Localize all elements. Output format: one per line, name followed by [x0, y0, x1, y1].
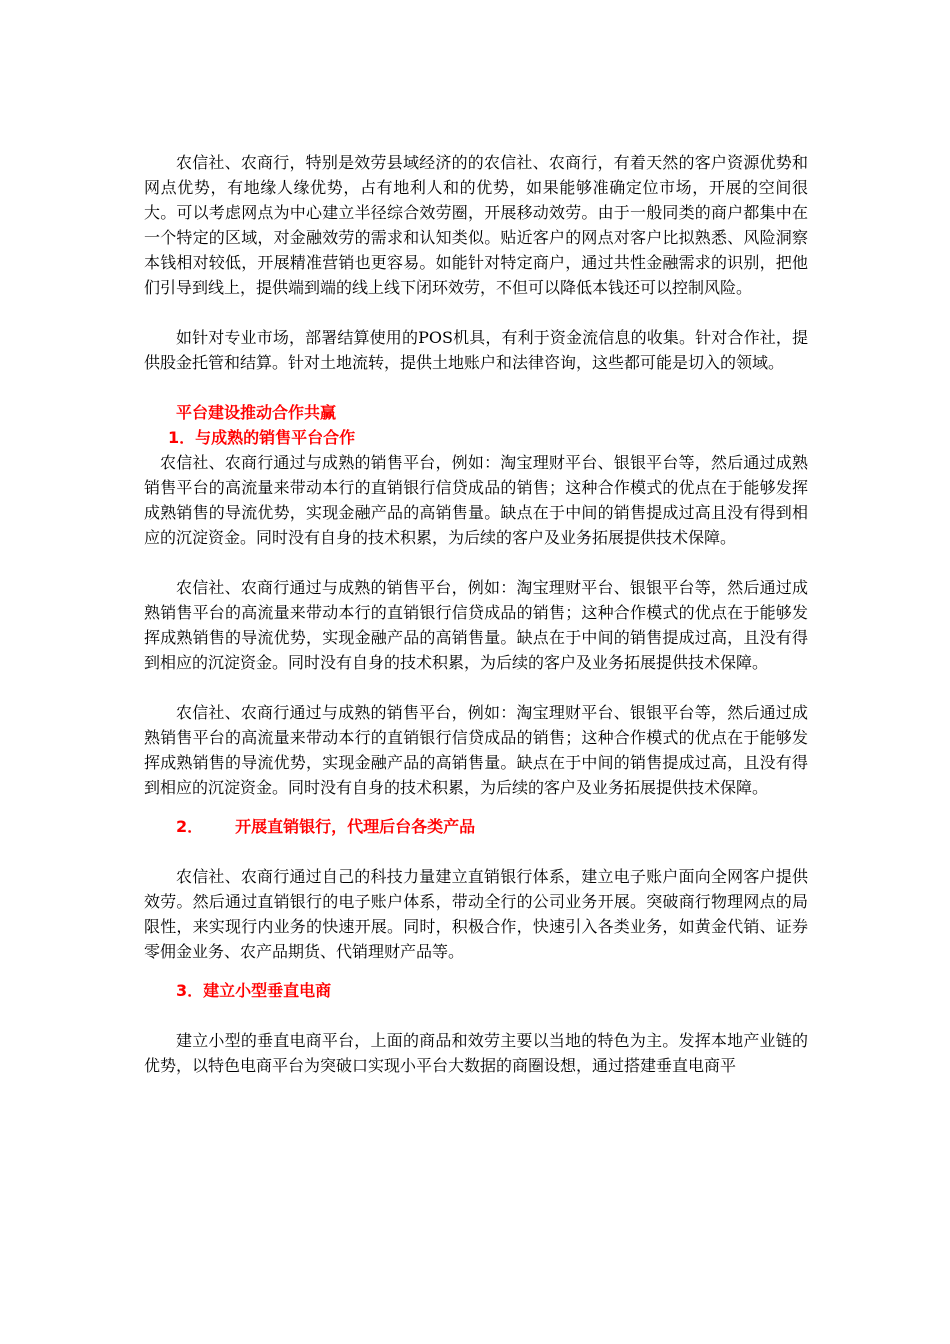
- paragraph-platform-cooperation-3: 农信社、农商行通过与成熟的销售平台，例如：淘宝理财平台、银银平台等，然后通过成熟销售平台的高流量来带动本行的直销银行信贷成品的销售；这种合作模式的优点在于能够发挥成熟销售的导流优势，实现金融产品的高销售量。缺点在于中间的销售提成过高，且没有得到相应的沉淀资金。同时没有自身的技术积累，为后续的客户及业务拓展提供技术保障。: [144, 703, 808, 797]
- heading-1-text: 与成熟的销售平台合作: [195, 428, 356, 447]
- heading-2: [144, 814, 808, 839]
- spacer: [144, 839, 808, 864]
- paragraph-direct-bank: 农信社、农商行通过自己的科技力量建立直销银行体系，建立电子账户面向全网客户提供效劳。然后通过直销银行的电子账户体系，带动全行的公司业务开展。突破商行物理网点的局限性，来实现行内业务的快速开展。同时，积极合作，快速引入各类业务，如黄金代销、证券零佣金业务、农产品期货、代销理财产品等。: [144, 867, 808, 961]
- heading-2-text: 开展直销银行，代理后台各类产品: [235, 817, 476, 836]
- spacer: [144, 800, 808, 814]
- heading-3-text: 建立小型垂直电商: [203, 981, 332, 1000]
- spacer: [144, 375, 808, 400]
- paragraph-platform-cooperation-1: 农信社、农商行通过与成熟的销售平台，例如：淘宝理财平台、银银平台等，然后通过成熟销售平台的高流量来带动本行的直销银行信贷成品的销售；这种合作模式的优点在于能够发挥成熟销售的导流优势，实现金融产品的高销售量。缺点在于中间的销售提成过高且没有得到相应的沉淀资金。同时没有自身的技术积累，为后续的客户及业务拓展提供技术保障。: [144, 453, 808, 547]
- paragraph-vertical-ecommerce: 建立小型的垂直电商平台，上面的商品和效劳主要以当地的特色为主。发挥本地产业链的优势，以特色电商平台为突破口实现小平台大数据的商圈设想，通过搭建垂直电商平: [144, 1031, 808, 1075]
- spacer: [144, 964, 808, 978]
- heading-3-number: 3．: [176, 981, 204, 1000]
- document-page: [144, 150, 808, 1078]
- heading-1-number: 1．: [168, 428, 196, 447]
- section-heading: 平台建设推动合作共赢: [176, 403, 337, 422]
- spacer: [144, 675, 808, 700]
- paragraph-advantages: 农信社、农商行，特别是效劳县域经济的的农信社、农商行，有着天然的客户资源优势和网点优势，有地缘人缘优势，占有地利人和的优势，如果能够准确定位市场，开展的空间很大。可以考虑网点为中心建立半径综合效劳圈，开展移动效劳。由于一般同类的商户都集中在一个特定的区域，对金融效劳的需求和认知类似。贴近客户的网点对客户比拟熟悉、风险洞察本钱相对较低，开展精准营销也更容易。如能针对特定商户，通过共性金融需求的识别，把他们引导到线上，提供端到端的线上线下闭环效劳，不但可以降低本钱还可以控制风险。: [144, 153, 808, 297]
- paragraph-platform-cooperation-2: 农信社、农商行通过与成熟的销售平台，例如：淘宝理财平台、银银平台等，然后通过成熟销售平台的高流量来带动本行的直销银行信贷成品的销售；这种合作模式的优点在于能够发挥成熟销售的导流优势，实现金融产品的高销售量。缺点在于中间的销售提成过高，且没有得到相应的沉淀资金。同时没有自身的技术积累，为后续的客户及业务拓展提供技术保障。: [144, 578, 808, 672]
- spacer: [144, 1003, 808, 1028]
- heading-2-number: 2．: [176, 817, 204, 836]
- heading-3: [144, 978, 808, 1003]
- paragraph-market-examples: 如针对专业市场，部署结算使用的POS机具，有利于资金流信息的收集。针对合作社，提供股金托管和结算。针对土地流转，提供土地账户和法律咨询，这些都可能是切入的领域。: [144, 328, 808, 372]
- spacer: [144, 300, 808, 325]
- spacer: [144, 550, 808, 575]
- heading-1: [144, 425, 808, 450]
